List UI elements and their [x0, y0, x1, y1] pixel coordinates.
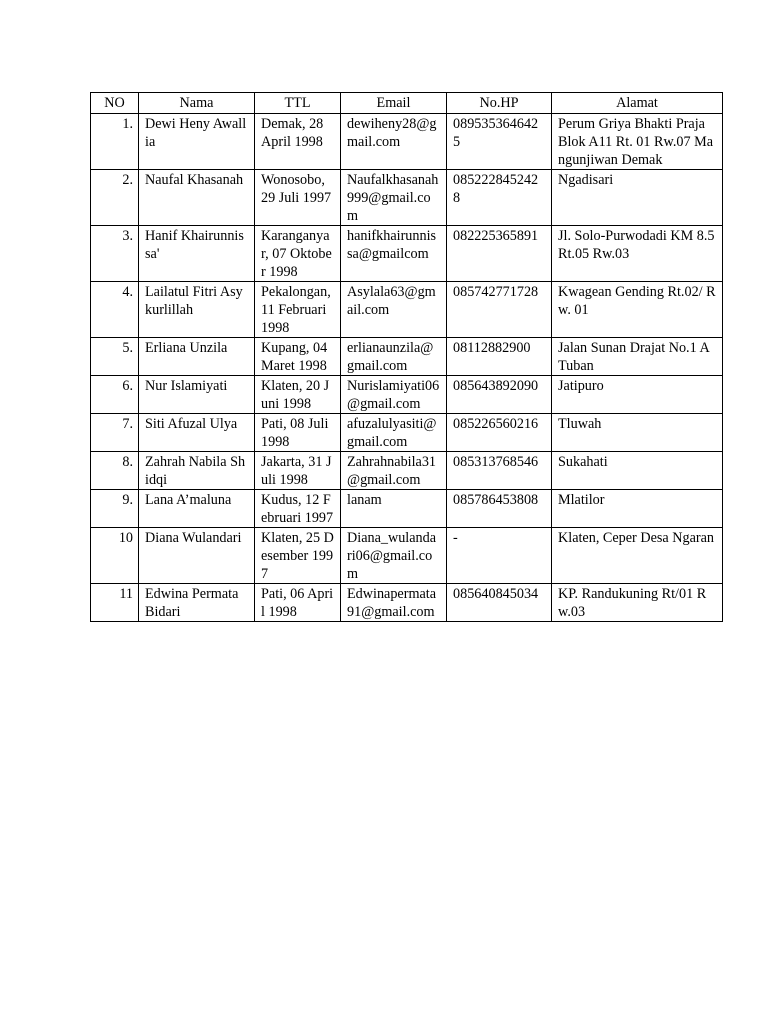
cell-alamat: Jatipuro — [552, 376, 723, 414]
cell-ttl: Jakarta, 31 Juli 1998 — [255, 452, 341, 490]
cell-no: 4. — [91, 282, 139, 338]
cell-email: afuzalulyasiti@gmail.com — [341, 414, 447, 452]
cell-ttl: Demak, 28 April 1998 — [255, 114, 341, 170]
cell-no: 2. — [91, 170, 139, 226]
cell-nama: Naufal Khasanah — [139, 170, 255, 226]
header-no: NO — [91, 93, 139, 114]
cell-no: 6. — [91, 376, 139, 414]
cell-no: 8. — [91, 452, 139, 490]
table-row — [91, 490, 723, 528]
cell-ttl: Kupang, 04 Maret 1998 — [255, 338, 341, 376]
cell-alamat: Jalan Sunan Drajat No.1 A Tuban — [552, 338, 723, 376]
cell-ttl: Klaten, 20 Juni 1998 — [255, 376, 341, 414]
cell-no: 7. — [91, 414, 139, 452]
cell-no: 3. — [91, 226, 139, 282]
cell-nama: Hanif Khairunnissa' — [139, 226, 255, 282]
table-row — [91, 414, 723, 452]
cell-ttl: Klaten, 25 Desember 1997 — [255, 528, 341, 584]
cell-ttl: Pati, 08 Juli 1998 — [255, 414, 341, 452]
cell-alamat: Mlatilor — [552, 490, 723, 528]
cell-no: 9. — [91, 490, 139, 528]
cell-alamat: Kwagean Gending Rt.02/ Rw. 01 — [552, 282, 723, 338]
header-nama: Nama — [139, 93, 255, 114]
cell-no-hp: 085313768546 — [447, 452, 552, 490]
cell-no-hp: 08112882900 — [447, 338, 552, 376]
cell-no-hp: 082225365891 — [447, 226, 552, 282]
cell-no: 5. — [91, 338, 139, 376]
table-row — [91, 170, 723, 226]
cell-alamat: KP. Randukuning Rt/01 Rw.03 — [552, 584, 723, 622]
cell-email: erlianaunzila@gmail.com — [341, 338, 447, 376]
cell-email: Asylala63@gmail.com — [341, 282, 447, 338]
table-row — [91, 226, 723, 282]
cell-no: 10 — [91, 528, 139, 584]
cell-nama: Siti Afuzal Ulya — [139, 414, 255, 452]
header-no-hp: No.HP — [447, 93, 552, 114]
table-row — [91, 376, 723, 414]
cell-email: dewiheny28@gmail.com — [341, 114, 447, 170]
cell-alamat: Jl. Solo-Purwodadi KM 8.5 Rt.05 Rw.03 — [552, 226, 723, 282]
cell-alamat: Perum Griya Bhakti Praja Blok A11 Rt. 01 Rw.07 Mangunjiwan Demak — [552, 114, 723, 170]
cell-email: Diana_wulandari06@gmail.com — [341, 528, 447, 584]
table-row — [91, 114, 723, 170]
cell-nama: Edwina Permata Bidari — [139, 584, 255, 622]
table-header-row — [91, 93, 723, 114]
cell-email: Nurislamiyati06@gmail.com — [341, 376, 447, 414]
student-data-table — [90, 92, 723, 622]
cell-no-hp: 085640845034 — [447, 584, 552, 622]
cell-nama: Lailatul Fitri Asykurlillah — [139, 282, 255, 338]
cell-no-hp: 085786453808 — [447, 490, 552, 528]
cell-alamat: Klaten, Ceper Desa Ngaran — [552, 528, 723, 584]
table-row — [91, 528, 723, 584]
cell-no-hp: 085742771728 — [447, 282, 552, 338]
cell-email: hanifkhairunnissa@gmailcom — [341, 226, 447, 282]
header-alamat: Alamat — [552, 93, 723, 114]
table-row — [91, 452, 723, 490]
table-row — [91, 584, 723, 622]
cell-email: Naufalkhasanah999@gmail.com — [341, 170, 447, 226]
cell-alamat: Sukahati — [552, 452, 723, 490]
cell-no: 1. — [91, 114, 139, 170]
cell-no-hp: 085226560216 — [447, 414, 552, 452]
cell-email: Zahrahnabila31@gmail.com — [341, 452, 447, 490]
cell-nama: Lana A’maluna — [139, 490, 255, 528]
header-ttl: TTL — [255, 93, 341, 114]
table-row — [91, 282, 723, 338]
cell-ttl: Pati, 06 April 1998 — [255, 584, 341, 622]
cell-no-hp: 0852228452428 — [447, 170, 552, 226]
cell-nama: Erliana Unzila — [139, 338, 255, 376]
cell-no-hp: 085643892090 — [447, 376, 552, 414]
cell-ttl: Pekalongan, 11 Februari 1998 — [255, 282, 341, 338]
cell-ttl: Karanganyar, 07 Oktober 1998 — [255, 226, 341, 282]
cell-alamat: Ngadisari — [552, 170, 723, 226]
table-row — [91, 338, 723, 376]
cell-no: 11 — [91, 584, 139, 622]
cell-no-hp: 0895353646425 — [447, 114, 552, 170]
cell-alamat: Tluwah — [552, 414, 723, 452]
cell-email: Edwinapermata91@gmail.com — [341, 584, 447, 622]
cell-ttl: Wonosobo, 29 Juli 1997 — [255, 170, 341, 226]
cell-nama: Nur Islamiyati — [139, 376, 255, 414]
cell-ttl: Kudus, 12 Februari 1997 — [255, 490, 341, 528]
cell-nama: Zahrah Nabila Shidqi — [139, 452, 255, 490]
cell-email: lanam — [341, 490, 447, 528]
cell-no-hp: - — [447, 528, 552, 584]
cell-nama: Dewi Heny Awallia — [139, 114, 255, 170]
header-email: Email — [341, 93, 447, 114]
cell-nama: Diana Wulandari — [139, 528, 255, 584]
